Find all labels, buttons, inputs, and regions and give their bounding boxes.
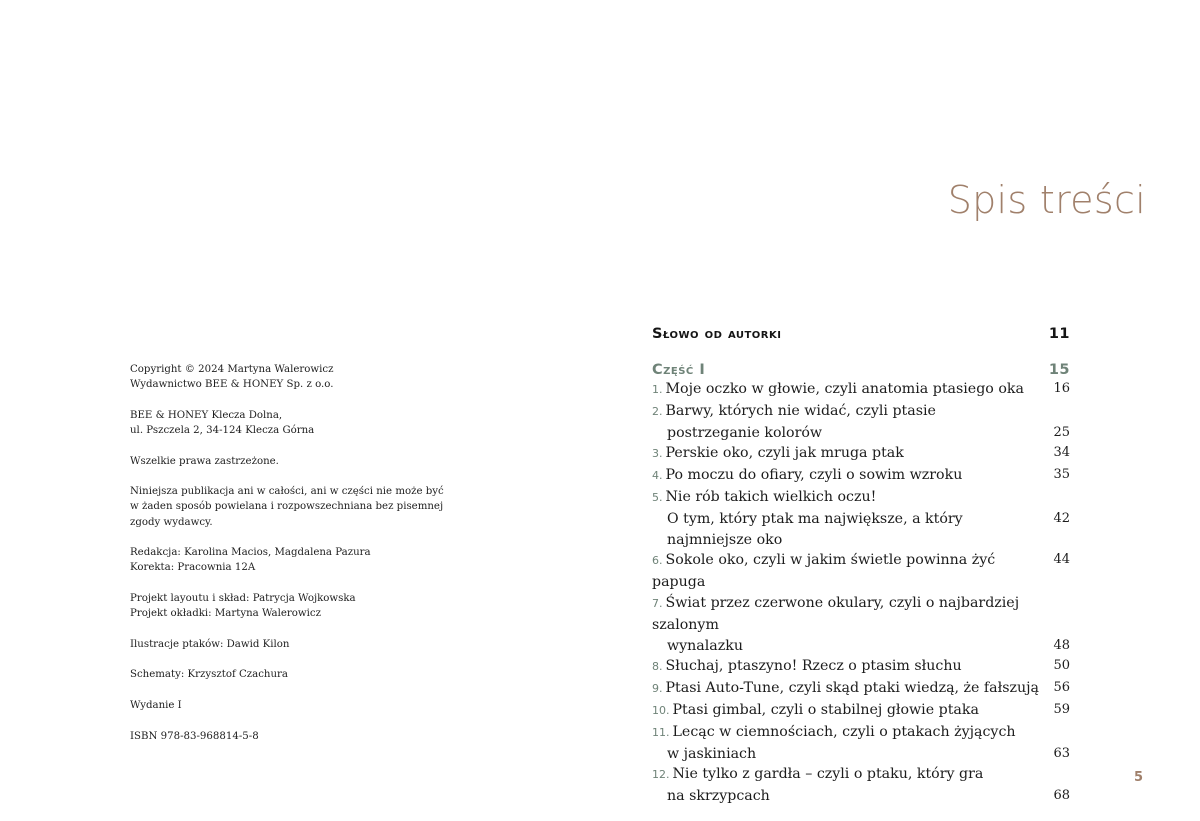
toc-entry[interactable] — [652, 443, 1070, 465]
imprint-block — [130, 591, 450, 621]
toc-entry-title: Świat przez czerwone okulary, czyli o najbardziej szalonym — [652, 594, 1020, 633]
imprint-line: Niniejsza publikacja ani w całości, ani w części nie może być — [130, 486, 444, 498]
toc-entry-title: Nie rób takich wielkich oczu! — [665, 488, 877, 505]
toc-entry-page: 59 — [1053, 701, 1070, 717]
toc-entries — [652, 379, 1070, 807]
page-number: 5 — [1134, 770, 1144, 785]
imprint-line: ISBN 978-83-968814-5-8 — [130, 730, 259, 742]
imprint-line: Redakcja: Karolina Macios, Magdalena Pazura — [130, 547, 371, 559]
imprint-line: Korekta: Pracownia 12A — [130, 562, 256, 574]
toc-entry-text — [652, 636, 1040, 657]
toc-title: Spis treści — [947, 178, 1146, 222]
toc-entry-number: 3. — [652, 447, 663, 461]
toc-entry-title: Barwy, których nie widać, czyli ptasie — [665, 402, 936, 419]
imprint-block — [130, 545, 450, 575]
toc-entry[interactable] — [652, 700, 1070, 722]
toc-entry-page — [1040, 722, 1070, 744]
toc-entry-text — [652, 786, 1040, 807]
imprint-block — [130, 362, 450, 392]
toc-entry-text — [652, 550, 1040, 593]
toc-entry-page — [1040, 487, 1070, 509]
toc-entry[interactable] — [652, 487, 1070, 509]
toc-entry-continuation[interactable] — [652, 744, 1070, 765]
toc-entry-text — [652, 656, 1040, 678]
imprint-line: ul. Pszczela 2, 34-124 Klecza Górna — [130, 425, 315, 436]
imprint-line: Wszelkie prawa zastrzeżone. — [130, 455, 279, 467]
toc-entry-text — [652, 700, 1040, 722]
toc-entry-number: 8. — [652, 660, 663, 674]
toc-entry-number: 12. — [652, 768, 670, 782]
toc-part-label: Część I — [652, 362, 706, 378]
toc-entry-page: 42 — [1053, 510, 1070, 526]
toc-entry-title: postrzeganie kolorów — [667, 424, 823, 441]
toc-entry-page — [1040, 401, 1070, 423]
toc-entry-page: 34 — [1053, 445, 1070, 461]
toc-entry[interactable] — [652, 678, 1070, 700]
toc-entry-number: 6. — [652, 554, 663, 568]
imprint-block — [130, 484, 450, 530]
toc-entry-page — [1040, 593, 1070, 636]
toc-entry-continuation[interactable] — [652, 423, 1070, 444]
toc-entry-title: Perskie oko, czyli jak mruga ptak — [665, 445, 904, 462]
toc-entry[interactable] — [652, 656, 1070, 678]
toc-entry-text — [652, 678, 1040, 700]
imprint-line: Ilustracje ptaków: Dawid Kilon — [130, 638, 290, 650]
toc-entry-page: 56 — [1053, 680, 1070, 696]
toc-entry-title: Słuchaj, ptaszyno! Rzecz o ptasim słuchu — [665, 658, 962, 675]
toc-entry-text — [652, 487, 1040, 509]
imprint-line: Copyright © 2024 Martyna Walerowicz — [130, 364, 334, 375]
toc-entry-title: Nie tylko z gardła – czyli o ptaku, który gra — [672, 766, 984, 783]
imprint-line: Schematy: Krzysztof Czachura — [130, 669, 288, 681]
toc-entry-number: 4. — [652, 469, 663, 483]
table-of-contents — [652, 326, 1070, 807]
toc-entry-number: 9. — [652, 682, 663, 696]
toc-entry-text — [652, 423, 1040, 444]
toc-entry-text — [652, 509, 1040, 551]
toc-entry-number: 1. — [652, 383, 663, 396]
toc-entry-title: wynalazku — [667, 637, 743, 654]
toc-entry-text — [652, 593, 1040, 636]
toc-intro-label: Słowo od autorki — [652, 326, 782, 342]
toc-entry-page: 44 — [1053, 552, 1070, 568]
toc-entry-title: Ptasi Auto-Tune, czyli skąd ptaki wiedzą, że fałszują — [665, 680, 1039, 697]
toc-entry-text — [652, 764, 1040, 786]
toc-entry-title: Lecąc w ciemnościach, czyli o ptakach żyjących — [672, 723, 1016, 740]
imprint-block — [130, 454, 450, 469]
toc-entry-text — [652, 722, 1040, 744]
toc-entry-text — [652, 401, 1040, 423]
toc-entry-title: Sokole oko, czyli w jakim świetle powinna żyć papuga — [652, 552, 996, 591]
toc-entry-title: O tym, który ptak ma największe, a który najmniejsze oko — [667, 510, 963, 548]
imprint-line: zgody wydawcy. — [130, 516, 213, 528]
toc-entry-page: 25 — [1053, 424, 1070, 440]
toc-entry-number: 2. — [652, 404, 663, 418]
toc-entry-title: na skrzypcach — [667, 788, 770, 805]
toc-entry[interactable] — [652, 550, 1070, 593]
imprint-block — [130, 729, 450, 744]
toc-entry-continuation[interactable] — [652, 786, 1070, 807]
imprint-block — [130, 408, 450, 438]
toc-entry[interactable] — [652, 379, 1070, 401]
imprint-line: Wydawnictwo BEE & HONEY Sp. z o.o. — [130, 379, 334, 391]
imprint-page — [130, 362, 450, 759]
toc-intro[interactable] — [652, 326, 1070, 342]
toc-entry-title: Po moczu do ofiary, czyli o sowim wzroku — [665, 467, 963, 484]
toc-entry[interactable] — [652, 722, 1070, 744]
toc-intro-page: 11 — [1048, 326, 1070, 342]
toc-entry[interactable] — [652, 593, 1070, 636]
toc-part-heading[interactable] — [652, 362, 1070, 378]
toc-entry-page — [1040, 764, 1070, 786]
toc-entry-page: 35 — [1053, 467, 1070, 483]
imprint-line: Projekt okładki: Martyna Walerowicz — [130, 608, 321, 620]
toc-entry-title: Ptasi gimbal, czyli o stabilnej głowie ptaka — [672, 701, 979, 718]
imprint-block — [130, 667, 450, 682]
toc-entry-page: 48 — [1053, 637, 1070, 653]
toc-entry[interactable] — [652, 465, 1070, 487]
toc-entry-text — [652, 465, 1040, 487]
toc-entry-number: 7. — [652, 596, 663, 610]
imprint-line: Wydanie I — [130, 699, 182, 711]
imprint-line: Projekt layoutu i skład: Patrycja Wojkowska — [130, 592, 356, 604]
toc-entry-number: 10. — [652, 703, 670, 717]
toc-entry-continuation[interactable] — [652, 509, 1070, 551]
toc-entry-page: 63 — [1053, 745, 1070, 761]
toc-entry-page: 16 — [1053, 381, 1070, 396]
toc-entry-text — [652, 379, 1040, 401]
toc-entry-page: 68 — [1053, 788, 1070, 804]
imprint-line: BEE & HONEY Klecza Dolna, — [130, 409, 283, 421]
toc-entry-text — [652, 443, 1040, 465]
toc-part-page: 15 — [1048, 362, 1070, 378]
imprint-block — [130, 698, 450, 713]
toc-entry-title: Moje oczko w głowie, czyli anatomia ptasiego oka — [665, 381, 1024, 397]
toc-entry[interactable] — [652, 764, 1070, 786]
toc-entry-title: w jaskiniach — [667, 745, 757, 762]
toc-entry-page: 50 — [1053, 658, 1070, 674]
toc-entry-continuation[interactable] — [652, 636, 1070, 657]
toc-entry-text — [652, 744, 1040, 765]
toc-entry-number: 5. — [652, 490, 663, 504]
toc-entry-number: 11. — [652, 725, 670, 739]
toc-entry[interactable] — [652, 401, 1070, 423]
imprint-block — [130, 637, 450, 652]
imprint-line: w żaden sposób powielana i rozpowszechniana bez pisemnej — [130, 501, 444, 513]
